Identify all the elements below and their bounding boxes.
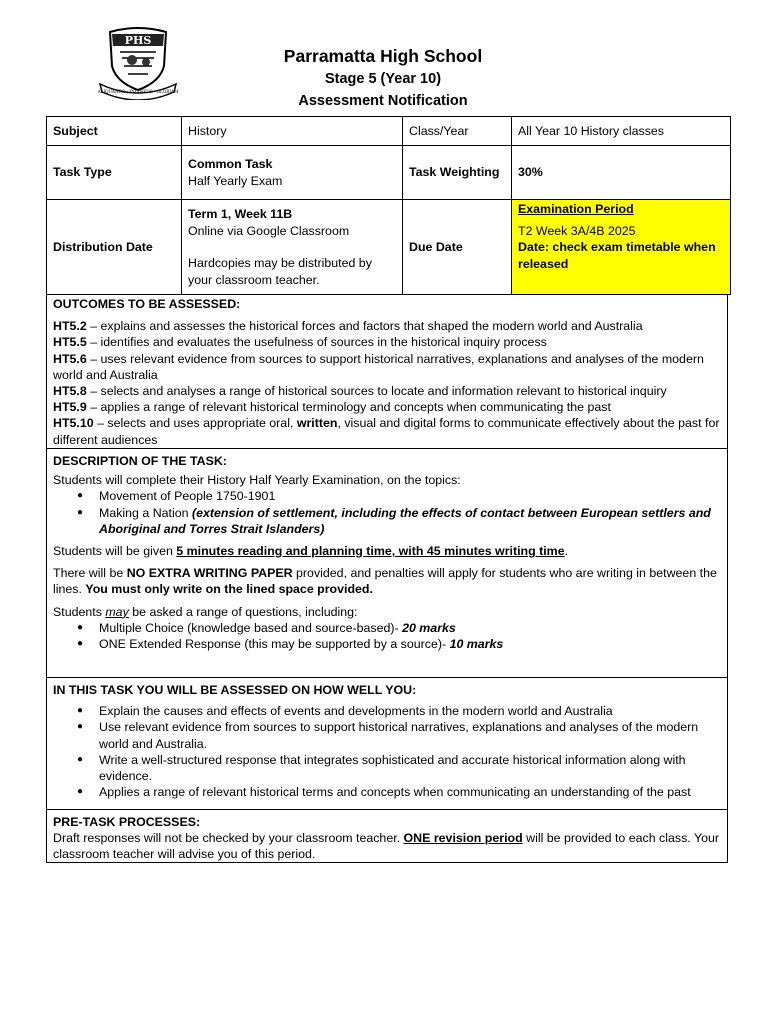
title-block <box>223 44 543 112</box>
school-crest-icon <box>98 26 178 100</box>
table-row <box>47 117 731 146</box>
task-type-line1: Common Task <box>188 157 273 171</box>
list-item: ● Write a well-structured response that integrates sophisticated and accurate historical information along with evidence. <box>53 752 721 784</box>
svg-text:ALIQUANDO · INCINEUS · GLORIAM: ALIQUANDO · INCINEUS · GLORIAM <box>98 89 178 94</box>
assessed-heading: IN THIS TASK YOU WILL BE ASSESSED ON HOW WELL YOU: <box>53 683 417 697</box>
distribution-line2: Online via Google Classroom <box>188 223 350 238</box>
task-type-value <box>182 146 403 200</box>
description-section <box>46 449 728 678</box>
weighting-label: Task Weighting <box>403 146 512 200</box>
distribution-label: Distribution Date <box>47 200 182 295</box>
due-line3: Date: check exam timetable when released <box>518 240 716 271</box>
paper-line: There will be NO EXTRA WRITING PAPER provided, and penalties will apply for students who are writing in between the lines. You must only write on the lined space provided. <box>53 566 717 597</box>
table-row <box>47 200 731 295</box>
class-label: Class/Year <box>403 117 512 146</box>
subject-value: History <box>182 117 403 146</box>
distribution-line1: Term 1, Week 11B <box>188 207 293 221</box>
list-item: ● Use relevant evidence from sources to support historical narratives, explanations and analyses of the modern world and Australia. <box>53 719 721 751</box>
outcome-item: HT5.5 – identifies and evaluates the usefulness of sources in the historical inquiry process <box>53 335 547 350</box>
task-type-label: Task Type <box>47 146 182 200</box>
task-type-line2: Half Yearly Exam <box>188 173 283 188</box>
outcome-item: HT5.6 – uses relevant evidence from sources to support historical narratives, explanations and analyses of the modern world and Australia <box>53 351 704 382</box>
outcomes-section <box>46 294 728 449</box>
time-line: Students will be given 5 minutes reading and planning time, with 45 minutes writing time. <box>53 544 569 559</box>
table-row <box>47 146 731 200</box>
subject-label: Subject <box>47 117 182 146</box>
due-label: Due Date <box>403 200 512 295</box>
list-item: ● Movement of People 1750-1901 <box>53 488 721 504</box>
document-header <box>0 0 768 116</box>
outcomes-heading: OUTCOMES TO BE ASSESSED: <box>53 297 241 311</box>
list-item: ● Making a Nation (extension of settlement, including the effects of contact between European settlers and Aboriginal and Torres Strait Islanders) <box>53 505 721 537</box>
description-intro: Students will complete their History Half Yearly Examination, on the topics: <box>53 473 461 488</box>
outcome-item: HT5.10 – selects and uses appropriate oral, written, visual and digital forms to communicate effectively about the past for different audiences <box>53 416 720 447</box>
description-heading: DESCRIPTION OF THE TASK: <box>53 454 227 468</box>
outcome-item: HT5.9 – applies a range of relevant historical terminology and concepts when communicating the past <box>53 400 611 415</box>
task-info-table <box>46 116 731 295</box>
list-item: ● Explain the causes and effects of events and developments in the modern world and Australia <box>53 703 721 719</box>
svg-text:PHS: PHS <box>124 34 152 47</box>
assessed-section <box>46 678 728 810</box>
outcome-item: HT5.2 – explains and assesses the historical forces and factors that shaped the modern world and Australia <box>53 319 643 334</box>
distribution-value <box>182 200 403 295</box>
pretask-heading: PRE-TASK PROCESSES: <box>53 815 201 829</box>
document-title: Assessment Notification <box>298 93 468 109</box>
school-name: Parramatta High School <box>283 46 483 66</box>
due-line1: Examination Period <box>518 202 634 216</box>
weighting-value: 30% <box>512 146 731 200</box>
questions-line: Students may be asked a range of questions, including: <box>53 604 358 619</box>
class-value: All Year 10 History classes <box>512 117 731 146</box>
pretask-text: Draft responses will not be checked by your classroom teacher. ONE revision period will be provided to each class. Your classroom teacher will advise you of this period. <box>53 831 719 862</box>
list-item: ● ONE Extended Response (this may be supported by a source)- 10 marks <box>53 636 721 652</box>
outcome-item: HT5.8 – selects and analyses a range of historical sources to locate and information relevant to historical inquiry <box>53 384 667 399</box>
due-line2: T2 Week 3A/4B 2025 <box>518 223 636 238</box>
pretask-section <box>46 810 728 863</box>
due-value <box>512 200 731 295</box>
list-item: ● Multiple Choice (knowledge based and source-based)- 20 marks <box>53 620 721 636</box>
distribution-line3: Hardcopies may be distributed by your classroom teacher. <box>188 256 372 287</box>
list-item: ● Applies a range of relevant historical terms and concepts when communicating an understanding of the past <box>53 784 721 800</box>
stage-line: Stage 5 (Year 10) <box>324 71 442 87</box>
